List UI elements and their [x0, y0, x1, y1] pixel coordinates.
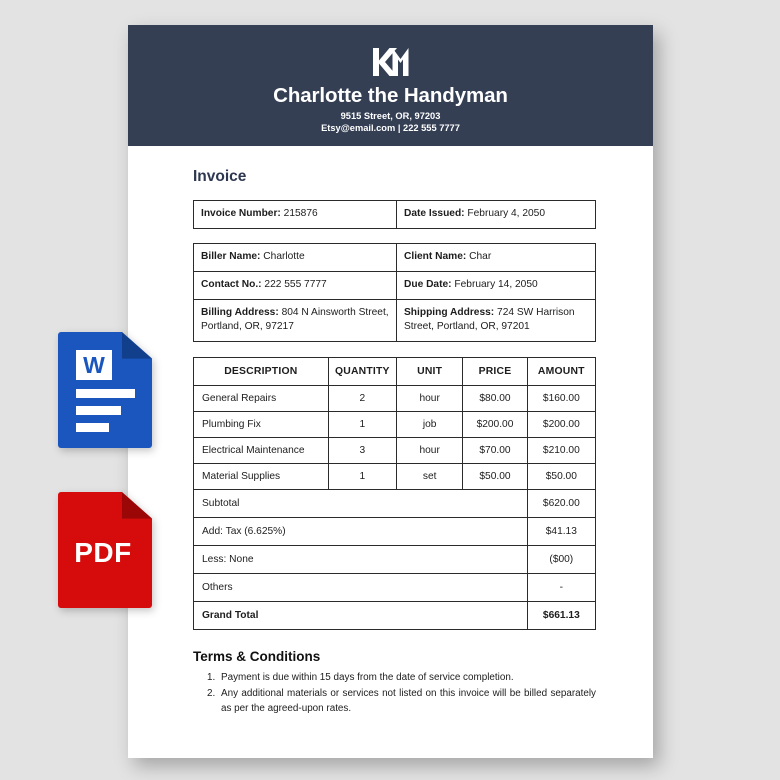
- spacer: [193, 229, 596, 243]
- item-quantity: 1: [328, 412, 396, 438]
- item-price: $80.00: [463, 386, 527, 412]
- shipping-address-label: Shipping Address:: [404, 307, 495, 319]
- file-format-icons: [58, 332, 152, 608]
- terms-list: [193, 671, 596, 717]
- column-header-quantity: QUANTITY: [328, 358, 396, 386]
- item-description: Electrical Maintenance: [194, 438, 329, 464]
- item-price: $50.00: [463, 464, 527, 490]
- tax-label: Add: Tax (6.625%): [194, 518, 528, 546]
- table-row: [194, 244, 596, 272]
- contact-no-label: Contact No.:: [201, 279, 262, 291]
- invoice-number-cell: [194, 201, 397, 229]
- date-issued-value: February 4, 2050: [467, 208, 546, 219]
- table-row: [194, 464, 596, 490]
- table-row: [194, 300, 596, 342]
- less-label: Less: None: [194, 546, 528, 574]
- item-quantity: 1: [328, 464, 396, 490]
- column-header-description: DESCRIPTION: [194, 358, 329, 386]
- grand-total-label: Grand Total: [194, 602, 528, 630]
- item-description: Plumbing Fix: [194, 412, 329, 438]
- due-date-value: February 14, 2050: [454, 279, 538, 291]
- page-title: Invoice: [193, 168, 247, 185]
- line-items-table: [193, 357, 596, 630]
- invoice-number-label: Invoice Number:: [201, 208, 281, 219]
- pdf-file-icon[interactable]: [58, 492, 152, 608]
- grand-total-row: [194, 602, 596, 630]
- biller-name-label: Biller Name:: [201, 251, 261, 263]
- invoice-number-value: 215876: [283, 208, 318, 219]
- table-row: [194, 272, 596, 300]
- table-row: [194, 201, 596, 229]
- table-row: [194, 412, 596, 438]
- client-name-cell: [397, 244, 596, 272]
- billing-address-value: 804 N Ainsworth Street, Portland, OR, 97217: [201, 307, 389, 333]
- less-value: ($00): [527, 546, 595, 574]
- client-name-value: Char: [469, 251, 492, 263]
- column-header-unit: UNIT: [397, 358, 463, 386]
- shipping-address-cell: [397, 300, 596, 342]
- others-value: -: [527, 574, 595, 602]
- item-unit: hour: [397, 386, 463, 412]
- grand-total-value: $661.13: [527, 602, 595, 630]
- biller-name-value: Charlotte: [263, 251, 305, 263]
- biller-name-cell: [194, 244, 397, 272]
- due-date-cell: [397, 272, 596, 300]
- item-amount: $50.00: [527, 464, 595, 490]
- list-item: 2. Any additional materials or services not listed on this invoice will be billed separately as per the agreed-upon rates.: [218, 687, 596, 717]
- table-row: [194, 438, 596, 464]
- due-date-label: Due Date:: [404, 279, 452, 291]
- word-file-fold-corner: [122, 332, 152, 359]
- terms-title: Terms & Conditions: [193, 649, 321, 665]
- billing-address-cell: [194, 300, 397, 342]
- item-description: General Repairs: [194, 386, 329, 412]
- contact-no-cell: [194, 272, 397, 300]
- date-issued-label: Date Issued:: [404, 208, 465, 219]
- item-unit: hour: [397, 438, 463, 464]
- item-description: Material Supplies: [194, 464, 329, 490]
- column-header-amount: AMOUNT: [527, 358, 595, 386]
- less-row: [194, 546, 596, 574]
- contact-no-value: 222 555 7777: [264, 279, 327, 291]
- terms-and-conditions-section: [193, 649, 596, 717]
- client-name-label: Client Name:: [404, 251, 467, 263]
- table-header-row: [194, 358, 596, 386]
- letterhead-banner: [128, 25, 653, 146]
- tax-value: $41.13: [527, 518, 595, 546]
- pdf-file-label: PDF: [74, 537, 132, 568]
- invoice-meta-table: [193, 200, 596, 229]
- list-item: 1. Payment is due within 15 days from the date of service completion.: [218, 671, 596, 686]
- km-monogram-logo-icon: [128, 46, 653, 78]
- invoice-body: [128, 146, 653, 717]
- word-file-icon[interactable]: [58, 332, 152, 448]
- item-quantity: 2: [328, 386, 396, 412]
- item-price: $200.00: [463, 412, 527, 438]
- company-contact: Etsy@email.com | 222 555 7777: [321, 122, 460, 133]
- item-amount: $200.00: [527, 412, 595, 438]
- table-row: [194, 386, 596, 412]
- subtotal-label: Subtotal: [194, 490, 528, 518]
- item-price: $70.00: [463, 438, 527, 464]
- others-row: [194, 574, 596, 602]
- shipping-address-value: 724 SW Harrison Street, Portland, OR, 97201: [404, 307, 575, 333]
- word-file-letter: W: [76, 350, 112, 380]
- item-unit: set: [397, 464, 463, 490]
- billing-address-label: Billing Address:: [201, 307, 279, 319]
- company-address: 9515 Street, OR, 97203: [340, 110, 441, 121]
- item-amount: $160.00: [527, 386, 595, 412]
- item-amount: $210.00: [527, 438, 595, 464]
- parties-table: [193, 243, 596, 342]
- subtotal-value: $620.00: [527, 490, 595, 518]
- column-header-price: PRICE: [463, 358, 527, 386]
- spacer: [193, 342, 596, 357]
- subtotal-row: [194, 490, 596, 518]
- word-file-text-lines: [76, 389, 135, 440]
- date-issued-cell: [397, 201, 596, 229]
- tax-row: [194, 518, 596, 546]
- others-label: Others: [194, 574, 528, 602]
- item-unit: job: [397, 412, 463, 438]
- item-quantity: 3: [328, 438, 396, 464]
- invoice-document-page: [128, 25, 653, 758]
- company-name: Charlotte the Handyman: [273, 84, 508, 107]
